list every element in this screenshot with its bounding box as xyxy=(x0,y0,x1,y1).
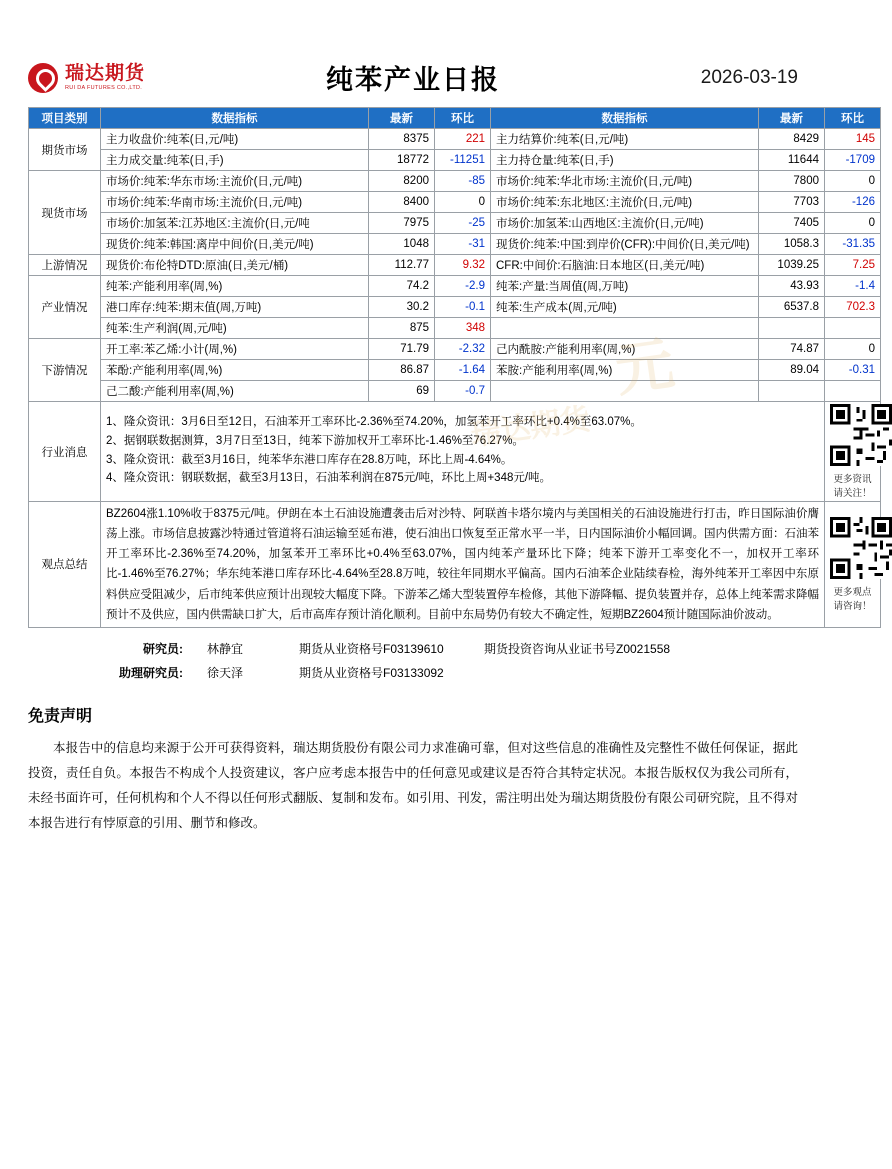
value: 8400 xyxy=(369,192,435,213)
assistant-researcher-label: 助理研究员: xyxy=(119,665,183,680)
change: 348 xyxy=(435,318,491,339)
indicator: 港口库存:纯苯:期末值(周,万吨) xyxy=(101,297,369,318)
change: -1709 xyxy=(825,150,881,171)
table-row xyxy=(29,171,881,192)
change: -1.64 xyxy=(435,360,491,381)
value: 1039.25 xyxy=(759,255,825,276)
disclaimer-body xyxy=(28,736,798,836)
row-category: 下游情况 xyxy=(29,339,101,402)
th-category: 项目类别 xyxy=(29,108,101,129)
researcher-cert: 期货从业资格号F03139610 xyxy=(299,641,444,656)
indicator: 苯胺:产能利用率(周,%) xyxy=(491,360,759,381)
logo-icon xyxy=(28,63,58,93)
table-row xyxy=(29,192,881,213)
row-category: 期货市场 xyxy=(29,129,101,171)
researcher-name: 林静宜 xyxy=(207,641,244,656)
indicator: 现货价:纯苯:韩国:离岸中间价(日,美元/吨) xyxy=(101,234,369,255)
change: -11251 xyxy=(435,150,491,171)
disclaimer-paragraph: 本报告中的信息均来源于公开可获得资料，瑞达期货股份有限公司力求准确可靠，但对这些信息的准确性及完整性不做任何保证，据此投资，责任自负。本报告不构成个人投资建议，客户应考虑本报告中的任何意见或建议是否符合其特定状况。本报告版权仅为我公司所有，未经书面许可，任何机构和个人不得以任何形式翻版、复制和发布。如引用、刊发，需注明出处为瑞达期货股份有限公司研究院，且不得对本报告进行有悖原意的引用、删节和修改。 xyxy=(28,740,798,830)
summary-row xyxy=(29,502,881,628)
industry-news-content xyxy=(101,402,825,502)
value: 11644 xyxy=(759,150,825,171)
change: -1.4 xyxy=(825,276,881,297)
news-item: 1、隆众资讯：3月6日至12日，石油苯开工率环比-2.36%至74.20%，加氢苯开工率环比+0.4%至63.07%。 xyxy=(106,415,642,428)
value: 30.2 xyxy=(369,297,435,318)
value: 6537.8 xyxy=(759,297,825,318)
indicator: 纯苯:生产成本(周,元/吨) xyxy=(491,297,759,318)
disclaimer-title: 免责声明 xyxy=(28,707,93,725)
logo-name-cn: 瑞达期货 xyxy=(65,62,146,84)
change: 7.25 xyxy=(825,255,881,276)
indicator: 纯苯:生产利润(周,元/吨) xyxy=(101,318,369,339)
change: -31.35 xyxy=(825,234,881,255)
value: 7975 xyxy=(369,213,435,234)
report-header xyxy=(28,0,798,107)
qr-code-icon xyxy=(830,517,892,579)
value: 8200 xyxy=(369,171,435,192)
row-category: 行业消息 xyxy=(29,402,101,502)
data-table xyxy=(28,107,881,628)
indicator: 苯酚:产能利用率(周,%) xyxy=(101,360,369,381)
th-indicator-2: 数据指标 xyxy=(491,108,759,129)
change: -126 xyxy=(825,192,881,213)
value xyxy=(759,318,825,339)
change: 9.32 xyxy=(435,255,491,276)
change: 0 xyxy=(825,171,881,192)
watermark-text-1: 元 xyxy=(611,331,679,404)
indicator: 市场价:纯苯:华东市场:主流价(日,元/吨) xyxy=(101,171,369,192)
change: -85 xyxy=(435,171,491,192)
researcher-label: 研究员: xyxy=(143,641,183,656)
value: 74.2 xyxy=(369,276,435,297)
change: -0.31 xyxy=(825,360,881,381)
indicator: 现货价:纯苯:中国:到岸价(CFR):中间价(日,美元/吨) xyxy=(491,234,759,255)
table-header-row xyxy=(29,108,881,129)
value: 8375 xyxy=(369,129,435,150)
value: 7800 xyxy=(759,171,825,192)
change: -31 xyxy=(435,234,491,255)
table-row xyxy=(29,297,881,318)
value: 8429 xyxy=(759,129,825,150)
value: 86.87 xyxy=(369,360,435,381)
indicator: 市场价:纯苯:东北地区:主流价(日,元/吨) xyxy=(491,192,759,213)
page-title: 纯苯产业日报 xyxy=(326,65,500,95)
industry-news-row xyxy=(29,402,881,502)
researchers-block xyxy=(28,640,798,681)
logo-name-en: RUI DA FUTURES CO.,LTD. xyxy=(65,84,143,91)
news-qr-caption: 更多资讯请关注！ xyxy=(833,474,872,499)
th-indicator-1: 数据指标 xyxy=(101,108,369,129)
table-row xyxy=(29,213,881,234)
indicator: 主力收盘价:纯苯(日,元/吨) xyxy=(101,129,369,150)
change: 0 xyxy=(435,192,491,213)
value: 7405 xyxy=(759,213,825,234)
value: 71.79 xyxy=(369,339,435,360)
value: 74.87 xyxy=(759,339,825,360)
th-change-1: 环比 xyxy=(435,108,491,129)
company-logo xyxy=(28,63,228,93)
change: 221 xyxy=(435,129,491,150)
news-item: 3、隆众资讯：截至3月16日，纯苯华东港口库存在28.8万吨，环比上周-4.64%。 xyxy=(106,453,513,466)
th-change-2: 环比 xyxy=(825,108,881,129)
change xyxy=(825,381,881,402)
table-row xyxy=(29,234,881,255)
indicator: 开工率:苯乙烯:小计(周,%) xyxy=(101,339,369,360)
report-date: 2026-03-19 xyxy=(700,66,798,88)
value: 7703 xyxy=(759,192,825,213)
change: -2.9 xyxy=(435,276,491,297)
change: 145 xyxy=(825,129,881,150)
th-latest-2: 最新 xyxy=(759,108,825,129)
table-row xyxy=(29,255,881,276)
change xyxy=(825,318,881,339)
indicator: 纯苯:产能利用率(周,%) xyxy=(101,276,369,297)
watermark-text-2: 瑞达期货 xyxy=(468,402,593,453)
table-row xyxy=(29,276,881,297)
indicator: CFR:中间价:石脑油:日本地区(日,美元/吨) xyxy=(491,255,759,276)
news-item: 4、隆众资讯：钢联数据，截至3月13日，石油苯利润在875元/吨，环比上周+348元/吨。 xyxy=(106,472,552,485)
indicator: 市场价:纯苯:华南市场:主流价(日,元/吨) xyxy=(101,192,369,213)
row-category: 产业情况 xyxy=(29,276,101,339)
change: -0.7 xyxy=(435,381,491,402)
summary-content: BZ2604涨1.10%收于8375元/吨。伊朗在本土石油设施遭袭击后对沙特、阿联酋卡塔尔境内与美国相关的石油设施进行打击，昨日国际油价膺荡上涨。市场信息披露沙特通过管道将石油运输至延布港，使石油出口恢复至正常水平一半，日内国际油价小幅回调。国内供需方面：石油苯开工率环比-2.36%至74.20%，加氢苯开工率环比+0.4%至63.07%，国内纯苯产量环比下降；纯苯下游开工率变化不一，加权开工率环比-1.46%至76.27%；华东纯苯港口库存环比-4.64%至28.8万吨，较往年同期水平偏高。国内石油苯企业陆续春检，海外纯苯开工率因中东原料供应受阻减少，后市纯苯供应预计出现较大幅度下降。下游苯乙烯大型装置停车检修，其他下游降幅、提负装置并存，总体上纯苯需求降幅预计不及供应，国内供需缺口扩大，后市高库存预计消化顺利。目前中东局势仍有较大不确定性，短期BZ2604预计随国际油价波动。 xyxy=(101,502,825,628)
indicator: 主力持仓量:纯苯(日,手) xyxy=(491,150,759,171)
assistant-researcher-row xyxy=(28,664,798,681)
row-category: 上游情况 xyxy=(29,255,101,276)
indicator xyxy=(491,318,759,339)
indicator: 现货价:布伦特DTD:原油(日,美元/桶) xyxy=(101,255,369,276)
value: 18772 xyxy=(369,150,435,171)
indicator: 己二酸:产能利用率(周,%) xyxy=(101,381,369,402)
indicator: 主力结算价:纯苯(日,元/吨) xyxy=(491,129,759,150)
change: -2.32 xyxy=(435,339,491,360)
researcher-cert-investment: 期货投资咨询从业证书号Z0021558 xyxy=(484,641,671,656)
th-latest-1: 最新 xyxy=(369,108,435,129)
row-category: 现货市场 xyxy=(29,171,101,255)
change: 0 xyxy=(825,339,881,360)
table-row xyxy=(29,360,881,381)
indicator: 纯苯:产量:当周值(周,万吨) xyxy=(491,276,759,297)
table-row xyxy=(29,339,881,360)
value xyxy=(759,381,825,402)
indicator: 市场价:纯苯:华北市场:主流价(日,元/吨) xyxy=(491,171,759,192)
table-row xyxy=(29,381,881,402)
value: 1048 xyxy=(369,234,435,255)
assistant-researcher-cert: 期货从业资格号F03133092 xyxy=(299,665,444,680)
change: -25 xyxy=(435,213,491,234)
change: 702.3 xyxy=(825,297,881,318)
change: 0 xyxy=(825,213,881,234)
researcher-row xyxy=(28,640,798,657)
indicator: 市场价:加氢苯:山西地区:主流价(日,元/吨) xyxy=(491,213,759,234)
assistant-researcher-name: 徐天泽 xyxy=(207,665,244,680)
table-row xyxy=(29,318,881,339)
table-row xyxy=(29,150,881,171)
value: 112.77 xyxy=(369,255,435,276)
summary-qr-caption: 更多观点请咨询！ xyxy=(833,586,872,612)
indicator xyxy=(491,381,759,402)
indicator: 市场价:加氢苯:江苏地区:主流价(日,元/吨 xyxy=(101,213,369,234)
value: 69 xyxy=(369,381,435,402)
news-qr-cell xyxy=(825,402,881,502)
indicator: 己内酰胺:产能利用率(周,%) xyxy=(491,339,759,360)
value: 875 xyxy=(369,318,435,339)
summary-qr-cell xyxy=(825,502,881,628)
indicator: 主力成交量:纯苯(日,手) xyxy=(101,150,369,171)
row-category: 观点总结 xyxy=(29,502,101,628)
value: 89.04 xyxy=(759,360,825,381)
qr-code-icon xyxy=(830,404,892,466)
change: -0.1 xyxy=(435,297,491,318)
value: 43.93 xyxy=(759,276,825,297)
value: 1058.3 xyxy=(759,234,825,255)
table-row xyxy=(29,129,881,150)
news-item: 2、据钢联数据测算，3月7日至13日，纯苯下游加权开工率环比-1.46%至76.27%。 xyxy=(106,434,524,447)
